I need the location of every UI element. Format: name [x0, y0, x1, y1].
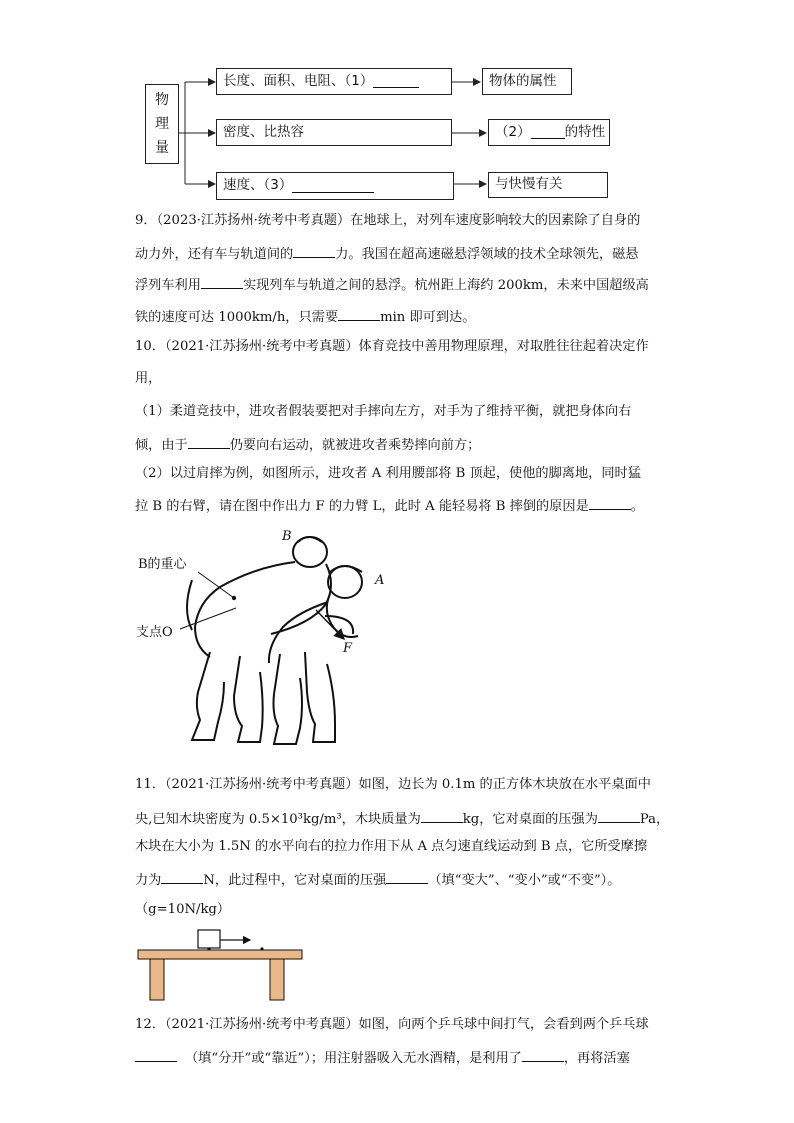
answer-blank — [531, 126, 565, 139]
label-f: F — [343, 641, 353, 656]
center-of-gravity-dot — [232, 596, 236, 600]
q11-g-note: （g=10N/kg） — [135, 902, 231, 917]
root-char: 物 — [155, 92, 169, 108]
root-char: 理 — [155, 116, 169, 132]
answer-blank — [293, 245, 335, 258]
q10-line: 拉 B 的右臂，请在图中作出力 F 的力臂 L，此时 A 能轻易将 B 摔倒的原因是 。 — [135, 499, 644, 514]
row2-right-box: （2） 的特性 — [488, 119, 610, 146]
answer-blank — [292, 180, 374, 193]
force-f-arrow — [316, 610, 344, 639]
judo-figure — [130, 524, 390, 760]
q10-line: 10．（2021·江苏扬州·统考中考真题）体育竞技中善用物理原理，对取胜往往起着决定作 — [135, 339, 649, 354]
q11-line: 力为 N，此过程中，它对桌面的压强 （填“变大”、“变小”或“不变”）。 — [135, 873, 621, 888]
answer-blank — [188, 436, 230, 449]
q11-line: 木块在大小为 1.5N 的水平向右的拉力作用下从 A 点匀速直线运动到 B 点，它所受摩擦 — [135, 839, 648, 854]
q12-line: 12．（2021·江苏扬州·统考中考真题）如图，向两个乒乓球中间打气，会看到两个乒乓球 — [135, 1017, 649, 1032]
table-block-figure — [134, 926, 306, 1004]
row1-right-box: 物体的属性 — [482, 68, 572, 95]
answer-blank — [201, 276, 243, 289]
q10-line: （1）柔道竞技中，进攻者假装要把对手摔向左方，对手为了维持平衡，就把身体向右 — [135, 404, 632, 419]
answer-blank — [522, 1049, 564, 1062]
row2-left-box: 密度、比热容 — [216, 119, 452, 146]
q12-line: （填“分开”或“靠近”）；用注射器吸入无水酒精，是利用了 ，再将活塞 — [135, 1049, 665, 1065]
answer-blank — [338, 308, 380, 321]
q9-line: 浮列车利用 实现列车与轨道之间的悬浮。杭州距上海约 200km，未来中国超级高 — [135, 278, 649, 293]
table-top — [138, 950, 302, 959]
answer-blank — [589, 497, 631, 510]
q10-line: 倾，由于 仍要向右运动，就被进攻者乘势摔向前方； — [135, 438, 481, 453]
root-char: 量 — [155, 140, 169, 156]
center-pointer — [198, 572, 234, 598]
label-b: B — [282, 529, 292, 544]
answer-blank — [135, 1049, 177, 1062]
answer-blank — [373, 75, 419, 88]
row1-left-box: 长度、面积、电阻、（1） — [216, 68, 452, 95]
q10-line: 用， — [135, 371, 162, 386]
q9-line: 铁的速度可达 1000km/h，只需要 min 即可到达。 — [135, 310, 476, 325]
label-b-center: B的重心 — [138, 557, 187, 572]
answer-blank — [161, 871, 203, 884]
row3-left-box: 速度、（3） — [216, 172, 454, 200]
table-leg-left — [150, 959, 164, 1000]
q11-line: 央,已知木块密度为 0.5×10³kg/m³，木块质量为 kg，它对桌面的压强为 Pa， — [135, 812, 670, 827]
q9-line: 9．（2023·江苏扬州·统考中考真题）在地球上，对列车速度影响较大的因素除了自身的 — [135, 213, 641, 228]
answer-blank — [386, 871, 428, 884]
label-pivot: 支点O — [136, 625, 173, 640]
q10-line: （2）以过肩摔为例，如图所示，进攻者 A 利用腰部将 B 顶起，使他的脚离地，同时猛 — [135, 466, 641, 481]
wood-block — [198, 930, 220, 948]
label-a: A — [375, 573, 385, 588]
answer-blank — [598, 810, 640, 823]
q9-line: 动力外，还有车与轨道间的 力。我国在超高速磁悬浮领域的技术全球领先，磁悬 — [135, 247, 639, 262]
table-leg-right — [270, 959, 284, 1000]
row3-right-box: 与快慢有关 — [488, 172, 608, 198]
q11-line: 11．（2021·江苏扬州·统考中考真题）如图，边长为 0.1m 的正方体木块放在水平桌面中 — [135, 777, 651, 792]
answer-blank — [421, 810, 463, 823]
